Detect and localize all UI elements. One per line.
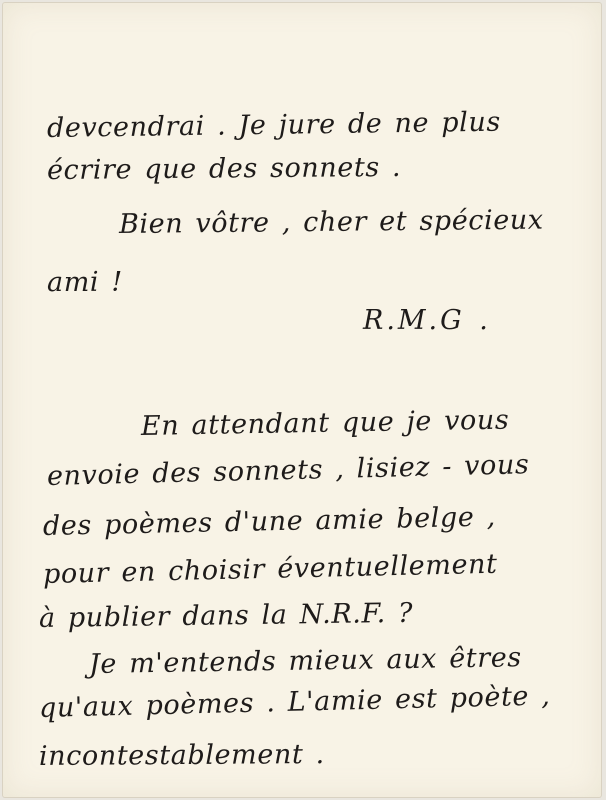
- letter-line-9: pour en choisir éventuellement: [42, 548, 498, 590]
- signature-initials: R.M.G .: [363, 305, 491, 336]
- letter-line-3: Bien vôtre , cher et spécieux: [118, 204, 544, 240]
- letter-line-13: incontestablement .: [38, 739, 325, 772]
- letter-line-8: des poèmes d'une amie belge ,: [42, 501, 497, 542]
- letter-line-11: Je m'entends mieux aux êtres: [88, 642, 523, 680]
- letter-line-10: à publier dans la N.R.F. ?: [38, 597, 414, 634]
- letter-line-12: qu'aux poèmes . L'amie est poète ,: [38, 680, 551, 724]
- letter-line-1: devcendrai . Je jure de ne plus: [46, 106, 502, 144]
- letter-page: [3, 3, 601, 797]
- letter-line-7: envoie des sonnets , lisiez - vous: [46, 449, 530, 492]
- letter-line-4: ami !: [47, 267, 123, 298]
- letter-line-2: écrire que des sonnets .: [46, 151, 402, 186]
- letter-line-6: En attendant que je vous: [140, 404, 510, 442]
